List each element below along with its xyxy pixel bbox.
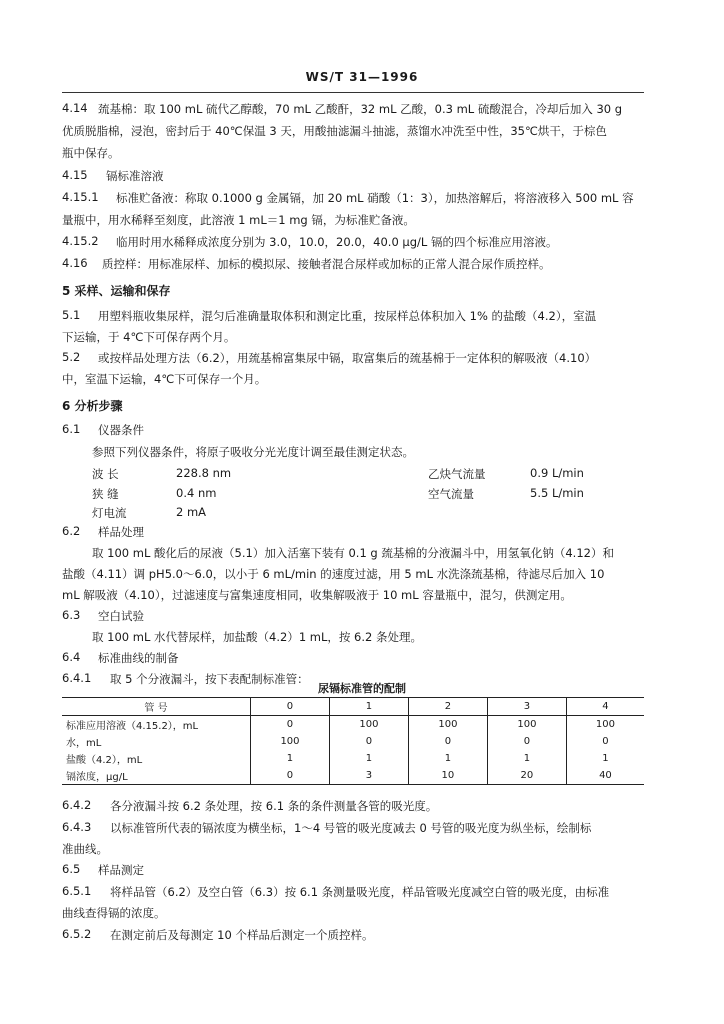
section-heading-6: 6 分析步骤 [62, 399, 123, 413]
clause-number: 4.15.1 [62, 190, 99, 204]
table-cell: 1 [329, 750, 408, 767]
clause-text-line: 质控样：用标准尿样、加标的模拟尿、接触者混合尿样或加标的正常人混合尿作质控样。 [102, 257, 551, 271]
param-label: 波 长 [92, 467, 119, 481]
clause-text-line: 取 100 mL 酸化后的尿液（5.1）加入活塞下装有 0.1 g 巯基棉的分液漏斗中，用氢氧化钠（4.12）和 [92, 546, 614, 560]
clause-number: 6.4 [62, 650, 81, 664]
clause-text-line: 中，室温下运输，4℃下可保存一个月。 [62, 372, 267, 386]
clause-number: 6.4.2 [62, 798, 92, 812]
table-cell: 0 [487, 733, 566, 750]
table-cell: 100 [408, 716, 487, 734]
param-value: 5.5 L/min [530, 486, 584, 500]
table-cell: 100 [487, 716, 566, 734]
table-cell: 1 [602, 753, 609, 764]
clause-title: 仪器条件 [98, 423, 144, 437]
table-cell: 0 [329, 733, 408, 750]
param-label: 灯电流 [92, 506, 127, 520]
clause-title: 空白试验 [98, 609, 144, 623]
param-value: 0.4 nm [176, 486, 217, 500]
clause-number: 6.5.2 [62, 927, 92, 941]
clause-text-line: 取 5 个分液漏斗，按下表配制标准管： [110, 672, 309, 686]
table-cell: 0 [251, 716, 330, 734]
clause-text-line: 准曲线。 [62, 842, 108, 856]
table-header-cell: 0 [251, 698, 330, 716]
clause-number: 6.2 [62, 524, 81, 538]
clause-text-line: 各分液漏斗按 6.2 条处理，按 6.1 条的条件测量各管的吸光度。 [110, 799, 438, 813]
table-header-cell: 管 号 [62, 698, 251, 716]
clause-title: 样品处理 [98, 525, 144, 539]
clause-number: 4.16 [62, 256, 88, 270]
table-cell: 100 [329, 716, 408, 734]
param-label: 乙炔气流量 [428, 467, 486, 481]
param-value: 228.8 nm [176, 466, 232, 480]
table-cell: 1 [251, 750, 330, 767]
clause-number: 6.4.3 [62, 820, 92, 834]
table-cell: 3 [329, 767, 408, 785]
clause-number: 4.15.2 [62, 234, 99, 248]
table-cell: 100 [595, 719, 615, 730]
table-cell: 1 [408, 750, 487, 767]
clause-number: 6.4.1 [62, 671, 92, 685]
header-rule [62, 92, 644, 93]
clause-text-line: 临用时用水稀释成浓度分别为 3.0，10.0，20.0，40.0 μg/L 镉的四个标准应用溶液。 [116, 235, 558, 249]
clause-number: 5.2 [62, 350, 81, 364]
table-header-cell: 1 [329, 698, 408, 716]
clause-number: 6.5 [62, 862, 81, 876]
table-cell: 0 [602, 736, 609, 747]
clause-number: 5.1 [62, 308, 81, 322]
clause-title: 镉标准溶液 [106, 169, 164, 183]
param-label: 空气流量 [428, 487, 474, 501]
clause-text-line: 在测定前后及每测定 10 个样品后测定一个质控样。 [110, 928, 374, 942]
clause-text-line: 下运输，于 4℃下可保存两个月。 [62, 330, 236, 344]
clause-number: 6.1 [62, 422, 81, 436]
clause-number: 6.3 [62, 608, 81, 622]
table-cell: 1 [487, 750, 566, 767]
table-cell: 标准应用溶液（4.15.2），mL [62, 716, 251, 734]
clause-text-line: 优质脱脂棉，浸泡，密封后于 40℃保温 3 天，用酸抽滤漏斗抽滤，蒸馏水冲洗至中性，35℃烘干，于棕色 [62, 124, 607, 138]
clause-text-line: 参照下列仪器条件，将原子吸收分光光度计调至最佳测定状态。 [92, 445, 414, 459]
clause-title: 标准曲线的制备 [98, 651, 179, 665]
table-row [62, 767, 644, 785]
clause-text-line: 盐酸（4.11）调 pH5.0～6.0，以小于 6 mL/min 的速度过滤，用 5 mL 水洗涤巯基棉，待滤尽后加入 10 [62, 567, 605, 581]
table-cell: 20 [487, 767, 566, 785]
document-code: WS/T 31—1996 [305, 70, 419, 84]
param-label: 狭 缝 [92, 487, 119, 501]
clause-text-line: 瓶中保存。 [62, 146, 120, 160]
table-cell: 水，mL [62, 733, 251, 750]
param-value: 0.9 L/min [530, 466, 584, 480]
table-cell: 镉浓度，μg/L [62, 767, 251, 785]
table-cell: 盐酸（4.2），mL [62, 750, 251, 767]
param-value: 2 mA [176, 505, 207, 519]
table-header-cell: 4 [566, 698, 644, 716]
section-heading-5: 5 采样、运输和保存 [62, 284, 171, 298]
table-caption: 尿镉标准管的配制 [318, 682, 406, 695]
table-header-row [62, 698, 644, 716]
clause-number: 4.14 [62, 101, 88, 115]
clause-text-line: 巯基棉：取 100 mL 硫代乙醇酸，70 mL 乙酸酐，32 mL 乙酸，0.3 mL 硫酸混合，冷却后加入 30 g [98, 102, 623, 116]
clause-text-line: 标准贮备液：称取 0.1000 g 金属镉，加 20 mL 硝酸（1：3），加热溶解后，将溶液移入 500 mL 容 [116, 191, 634, 205]
clause-text-line: 取 100 mL 水代替尿样，加盐酸（4.2）1 mL，按 6.2 条处理。 [92, 630, 422, 644]
table-cell: 100 [251, 733, 330, 750]
clause-number: 6.5.1 [62, 884, 92, 898]
table-cell: 0 [408, 733, 487, 750]
standard-tube-table [62, 697, 644, 785]
clause-text-line: 或按样品处理方法（6.2），用巯基棉富集尿中镉，取富集后的巯基棉于一定体积的解吸液（4.10） [98, 351, 597, 365]
table-cell: 10 [408, 767, 487, 785]
clause-text-line: 用塑料瓶收集尿样，混匀后准确量取体积和测定比重，按尿样总体积加入 1% 的盐酸（4.2），室温 [98, 309, 597, 323]
table-row [62, 716, 644, 734]
table-header-cell: 3 [487, 698, 566, 716]
clause-number: 4.15 [62, 168, 88, 182]
table-cell: 0 [251, 767, 330, 785]
table-row [62, 733, 644, 750]
clause-text-line: 将样品管（6.2）及空白管（6.3）按 6.1 条测量吸光度，样品管吸光度减空白管的吸光度，由标准 [110, 885, 610, 899]
clause-text-line: 曲线查得镉的浓度。 [62, 906, 166, 920]
clause-title: 样品测定 [98, 863, 144, 877]
table-cell: 40 [566, 767, 644, 785]
table-header-cell: 2 [408, 698, 487, 716]
table-row [62, 750, 644, 767]
clause-text-line: 量瓶中，用水稀释至刻度，此溶液 1 mL＝1 mg 镉，为标准贮备液。 [62, 213, 415, 227]
clause-text-line: 以标准管所代表的镉浓度为横坐标，1～4 号管的吸光度减去 0 号管的吸光度为纵坐标，绘制标 [110, 821, 592, 835]
clause-text-line: mL 解吸液（4.10），过滤速度与富集速度相同，收集解吸液于 10 mL 容量瓶中，混匀，供测定用。 [62, 588, 572, 602]
